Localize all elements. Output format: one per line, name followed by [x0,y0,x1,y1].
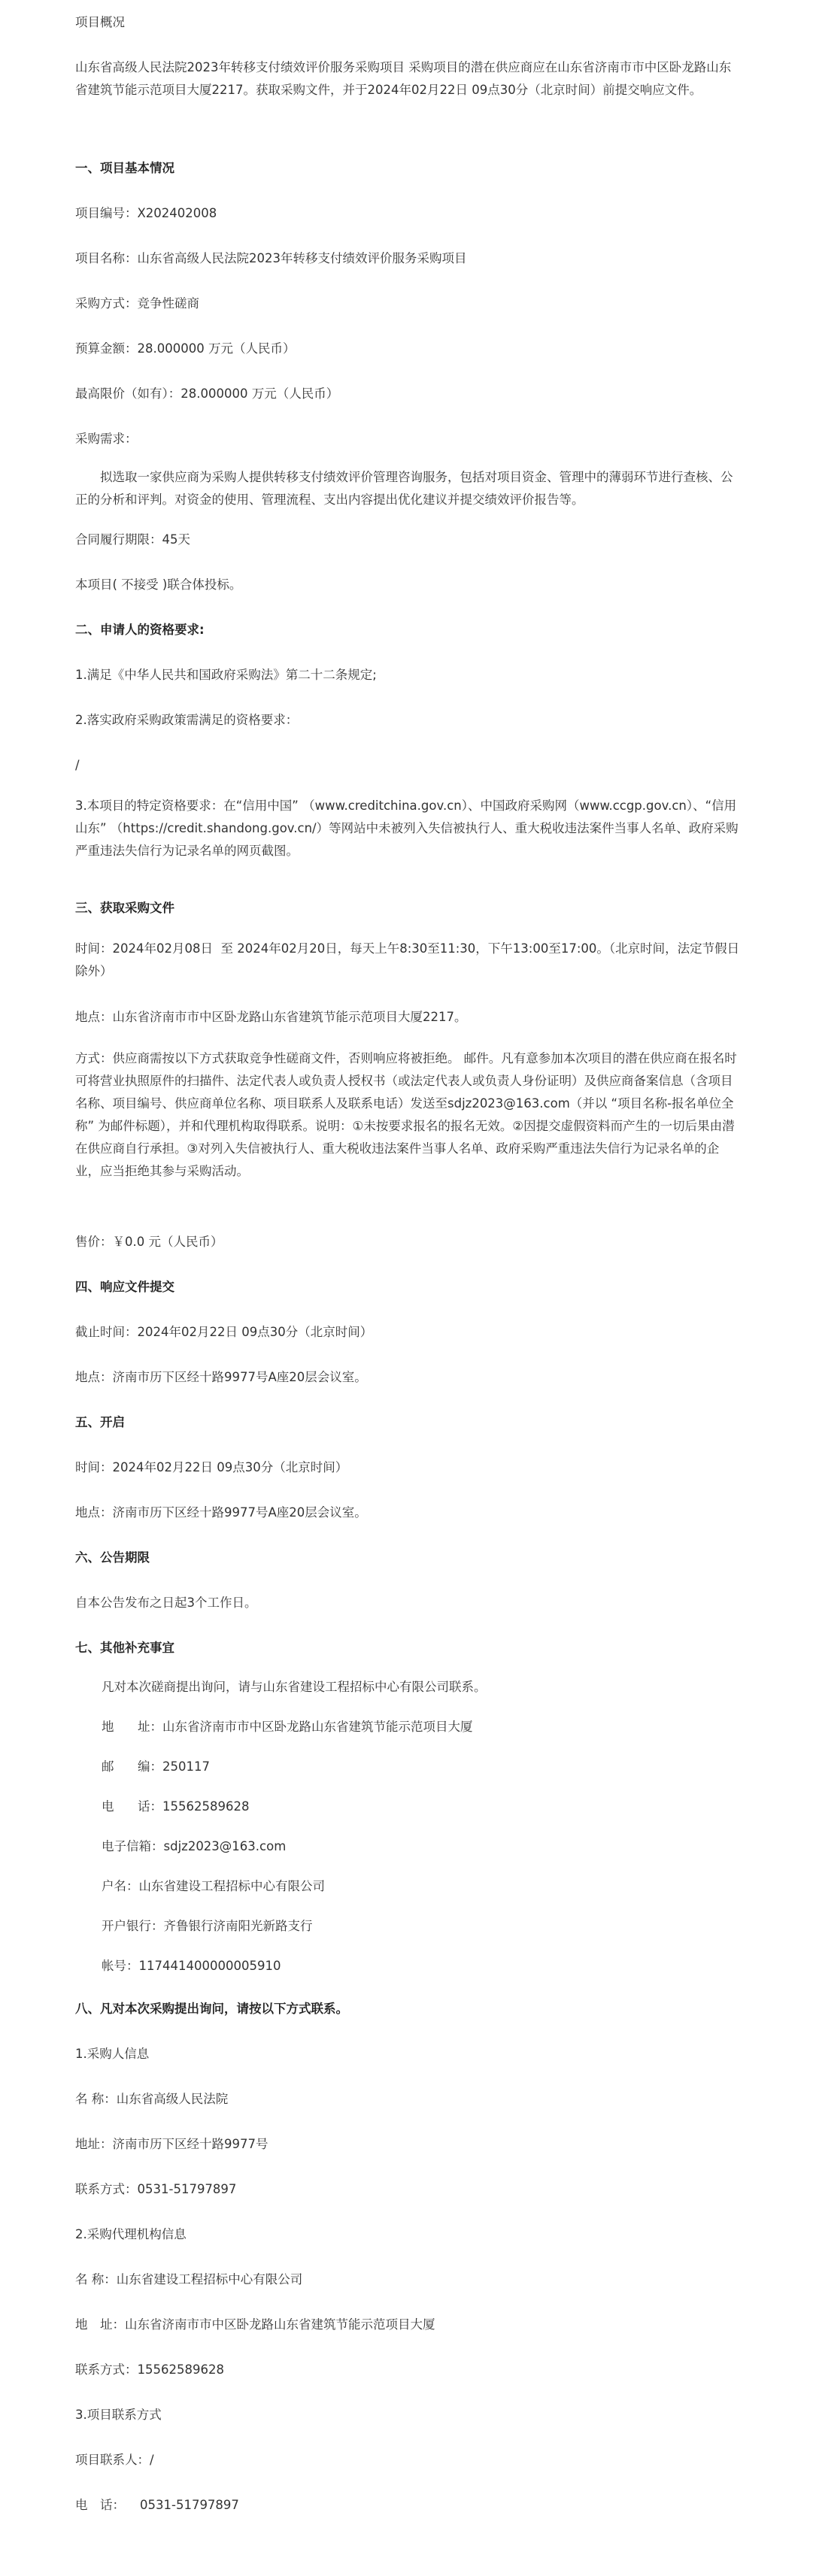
submission-deadline: 截止时间：2024年02月22日 09点30分（北京时间） [75,1325,373,1339]
max-price: 最高限价（如有）：28.000000 万元（人民币） [75,386,339,401]
overview-title: 项目概况 [75,15,125,29]
agency-info-title: 2.采购代理机构信息 [75,2227,187,2241]
project-number: 项目编号：X202402008 [75,206,217,220]
account-number-label: 帐号： [102,1959,139,1973]
agency-postcode-row [102,1758,741,1776]
qualification-item-2-value: / [75,758,80,772]
demand-text: 拟选取一家供应商为采购人提供转移支付绩效评价管理咨询服务，包括对项目资金、管理中的薄弱环节进行查核、公正的分析和评判。对资金的使用、管理流程、支出内容提出优化建议并提交绩效评价报告等。 [75,470,733,507]
demand-label: 采购需求： [75,432,138,446]
qualification-item-3: 3.本项目的特定资格要求：在“信用中国” （www.creditchina.gov.cn）、中国政府采购网（www.ccgp.gov.cn）、“信用山东” （https://credit.shandong.gov.cn/）等网站中未被列入失信被执行人、重大税收违法案件当事人名单、政府采购严重违法失信行为记录名单的网页截图。 [75,799,739,858]
section-3-heading: 三、获取采购文件 [75,901,174,915]
account-name-value: 山东省建设工程招标中心有限公司 [138,1879,325,1893]
section-6-heading: 六、公告期限 [75,1550,150,1565]
project-phone-row [75,2496,741,2514]
project-contact-title: 3.项目联系方式 [75,2408,162,2422]
opening-place: 地点：济南市历下区经十路9977号A座20层会议室。 [75,1505,367,1520]
account-name-label: 户名： [102,1879,139,1893]
agency-address-label: 地 址： [102,1720,162,1734]
section-5-heading: 五、开启 [75,1415,125,1429]
agency-postcode-value: 250117 [162,1759,210,1774]
project-phone-label: 电 话： [75,2498,125,2512]
agency-address-row [102,1718,741,1736]
agency-phone-row [102,1798,741,1816]
submission-place: 地点：济南市历下区经十路9977号A座20层会议室。 [75,1370,367,1384]
document-price: 售价：￥0.0 元（人民币） [75,1235,223,1249]
bank-label: 开户银行： [102,1919,164,1933]
section-4-heading: 四、响应文件提交 [75,1280,174,1294]
buyer-name: 名 称：山东省高级人民法院 [75,2092,229,2106]
agency-phone-label: 电 话： [102,1799,162,1814]
project-contact-person: 项目联系人：/ [75,2453,154,2467]
obtain-method: 方式：供应商需按以下方式获取竞争性磋商文件，否则响应将被拒绝。 邮件。凡有意参加本次项目的潜在供应商在报名时可将营业执照原件的扫描件、法定代表人或负责人授权书（或法定代表人或负责人身份证明）及供应商备案信息（含项目名称、项目编号、供应商单位名称、项目联系人及联系电话）发送至sdjz2023@163.com（并以 “项目名称-报名单位全称” 为邮件标题），并和代理机构取得联系。说明：①未按要求报名的报名无效。②因提交虚假资料而产生的一切后果由潜在供应商自行承担。③对列入失信被执行人、重大税收违法案件当事人名单、政府采购严重违法失信行为记录名单的企业，应当拒绝其参与采购活动。 [75,1051,737,1178]
section-2-heading: 二、申请人的资格要求: [75,623,205,637]
account-number-row [102,1957,741,1975]
contract-period: 合同履行期限：45天 [75,532,190,547]
agency-email-row [102,1838,741,1856]
buyer-address: 地址：济南市历下区经十路9977号 [75,2137,268,2151]
section-7-heading: 七、其他补充事宜 [75,1641,174,1655]
project-phone-value: 0531-51797897 [140,2498,239,2512]
project-name: 项目名称：山东省高级人民法院2023年转移支付绩效评价服务采购项目 [75,251,467,265]
buyer-info-title: 1.采购人信息 [75,2047,150,2061]
agency-email-value: sdjz2023@163.com [163,1839,287,1853]
section-8-heading: 八、凡对本次采购提出询问，请按以下方式联系。 [75,2002,348,2016]
overview-text: 山东省高级人民法院2023年转移支付绩效评价服务采购项目 采购项目的潜在供应商应在山东省济南市市中区卧龙路山东省建筑节能示范项目大厦2217。获取采购文件，并于2024年02月22日 09点30分（北京时间）前提交响应文件。 [75,60,732,97]
buyer-contact: 联系方式：0531-51797897 [75,2182,237,2196]
account-name-row [102,1877,741,1896]
qualification-item-2: 2.落实政府采购政策需满足的资格要求： [75,713,299,727]
obtain-place: 地点：山东省济南市市中区卧龙路山东省建筑节能示范项目大厦2217。 [75,1010,467,1024]
opening-time: 时间：2024年02月22日 09点30分（北京时间） [75,1460,348,1474]
section-1-heading: 一、项目基本情况 [75,161,174,175]
joint-bid: 本项目( 不接受 )联合体投标。 [75,577,242,592]
agency-phone-value: 15562589628 [162,1799,250,1814]
budget-amount: 预算金额：28.000000 万元（人民币） [75,341,296,356]
contact-intro: 凡对本次磋商提出询问，请与山东省建设工程招标中心有限公司联系。 [102,1680,487,1694]
bank-value: 齐鲁银行济南阳光新路支行 [163,1919,313,1933]
agency-name: 名 称：山东省建设工程招标中心有限公司 [75,2272,303,2287]
bank-row [102,1917,741,1935]
account-number-value: 117441400000005910 [138,1959,281,1973]
agency-postcode-label: 邮 编： [102,1759,162,1774]
procurement-method: 采购方式：竞争性磋商 [75,296,199,311]
qualification-item-1: 1.满足《中华人民共和国政府采购法》第二十二条规定; [75,668,377,682]
agency-address: 地 址：山东省济南市市中区卧龙路山东省建筑节能示范项目大厦 [75,2317,435,2332]
agency-contact: 联系方式：15562589628 [75,2362,224,2377]
agency-email-label: 电子信箱： [102,1839,164,1853]
announcement-period: 自本公告发布之日起3个工作日。 [75,1596,257,1610]
obtain-time: 时间：2024年02月08日 至 2024年02月20日，每天上午8:30至11:30，下午13:00至17:00。（北京时间，法定节假日除外） [75,941,740,978]
agency-address-value: 山东省济南市市中区卧龙路山东省建筑节能示范项目大厦 [162,1720,473,1734]
